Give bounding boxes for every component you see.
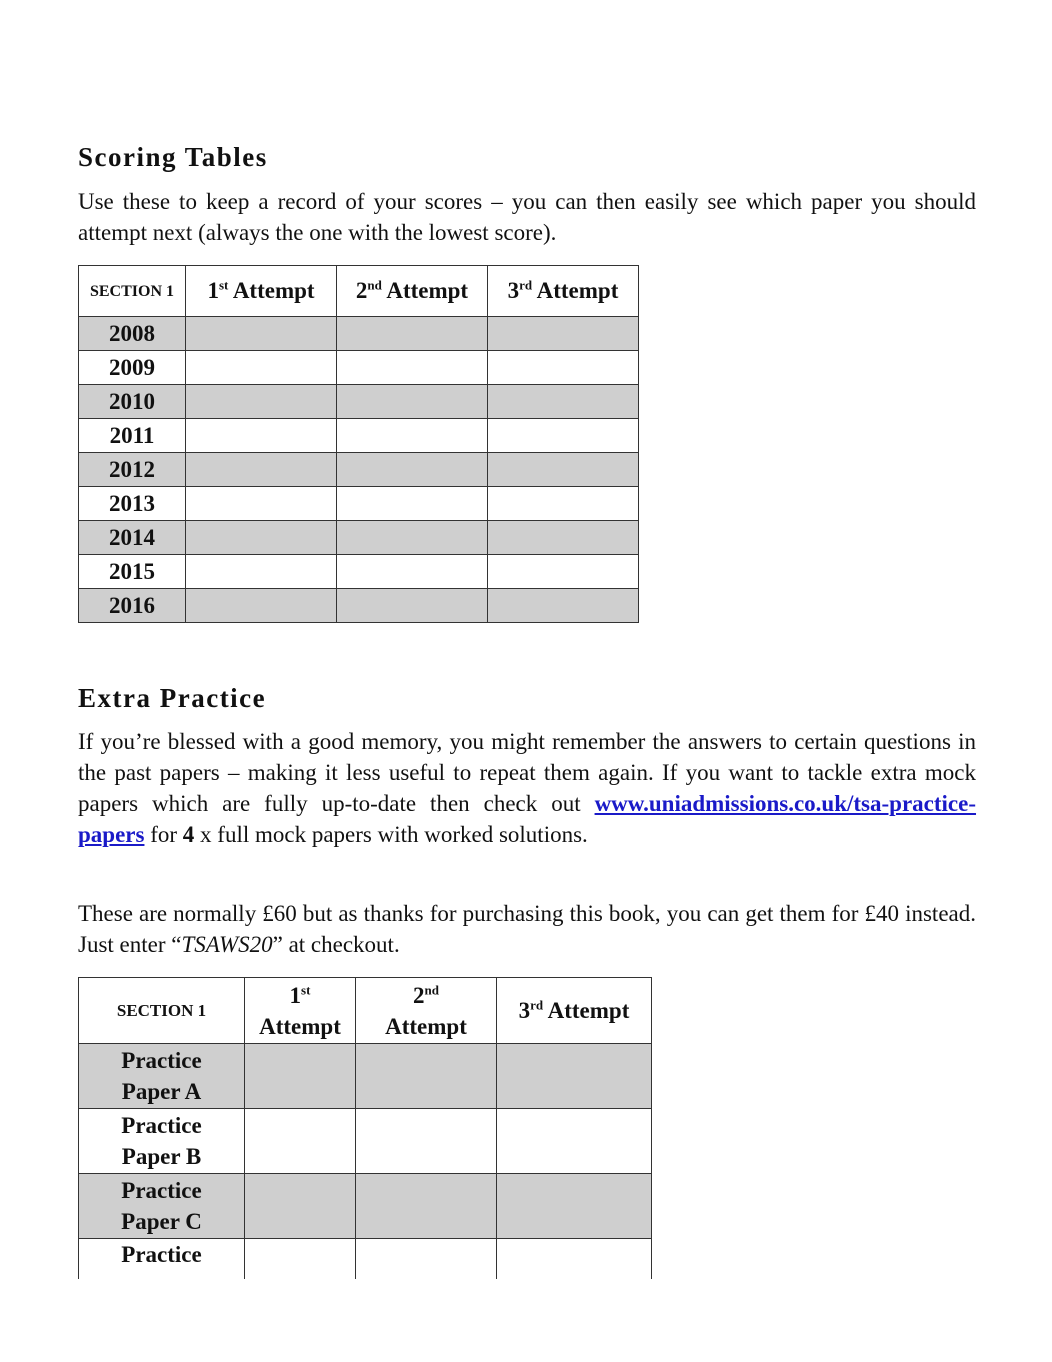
table-row — [79, 487, 639, 521]
score-cell[interactable] — [497, 1174, 652, 1239]
score-cell[interactable] — [186, 453, 337, 487]
score-cell[interactable] — [337, 419, 488, 453]
score-cell[interactable] — [337, 487, 488, 521]
score-cell[interactable] — [356, 1109, 497, 1174]
table-row — [79, 589, 639, 623]
score-cell[interactable] — [488, 521, 639, 555]
table-corner-label: SECTION 1 — [79, 978, 245, 1044]
row-year: 2010 — [79, 385, 186, 419]
score-cell[interactable] — [488, 351, 639, 385]
score-cell[interactable] — [356, 1044, 497, 1109]
table-row — [79, 1239, 652, 1280]
score-cell[interactable] — [337, 555, 488, 589]
row-year: 2015 — [79, 555, 186, 589]
scoring-table-section1 — [78, 265, 639, 623]
row-practice-paper: Practice Paper A — [79, 1044, 245, 1109]
practice-papers-link[interactable]: www.uniadmissions.co.uk/tsa-practice-papers — [78, 791, 977, 847]
table-row — [79, 521, 639, 555]
col-2nd-attempt: 2nd Attempt — [356, 978, 497, 1044]
row-practice-paper: Practice Paper B — [79, 1109, 245, 1174]
col-1st-attempt: 1st Attempt — [245, 978, 356, 1044]
row-year: 2016 — [79, 589, 186, 623]
score-cell[interactable] — [245, 1174, 356, 1239]
row-year: 2011 — [79, 419, 186, 453]
row-year: 2014 — [79, 521, 186, 555]
col-3rd-attempt: 3rd Attempt — [497, 978, 652, 1044]
score-cell[interactable] — [356, 1239, 497, 1280]
col-1st-attempt: 1st Attempt — [186, 266, 337, 317]
practice-papers-table — [78, 977, 652, 1279]
score-cell[interactable] — [488, 385, 639, 419]
scoring-tables-heading: Scoring Tables — [78, 142, 268, 172]
score-cell[interactable] — [186, 555, 337, 589]
score-cell[interactable] — [497, 1044, 652, 1109]
score-cell[interactable] — [337, 521, 488, 555]
row-practice-paper: Practice — [79, 1239, 245, 1280]
score-cell[interactable] — [186, 317, 337, 351]
score-cell[interactable] — [245, 1109, 356, 1174]
extra-practice-paragraph: If you’re blessed with a good memory, you might remember the answers to certain questions in the past papers – making it less useful to repeat them again. If you want to tackle extra mock papers which are fully up-to-date then check out www.uniadmissions.co.uk/tsa-practice-papers for 4 x full mock papers with worked solutions. — [78, 729, 977, 847]
scoring-intro: Use these to keep a record of your scores – you can then easily see which paper you should attempt next (always the one with the lowest score). — [78, 189, 976, 245]
table-row — [79, 419, 639, 453]
score-cell[interactable] — [488, 419, 639, 453]
score-cell[interactable] — [337, 589, 488, 623]
score-cell[interactable] — [497, 1109, 652, 1174]
table-row — [79, 1174, 652, 1239]
row-year: 2008 — [79, 317, 186, 351]
table-row — [79, 385, 639, 419]
score-cell[interactable] — [337, 351, 488, 385]
discount-code: TSAWS20 — [181, 932, 273, 957]
table-corner-label: SECTION 1 — [79, 266, 186, 317]
row-practice-paper: Practice Paper C — [79, 1174, 245, 1239]
score-cell[interactable] — [488, 555, 639, 589]
score-cell[interactable] — [337, 453, 488, 487]
table-row — [79, 1044, 652, 1109]
table-row — [79, 351, 639, 385]
score-cell[interactable] — [488, 453, 639, 487]
score-cell[interactable] — [186, 487, 337, 521]
col-3rd-attempt: 3rd Attempt — [488, 266, 639, 317]
score-cell[interactable] — [337, 317, 488, 351]
score-cell[interactable] — [245, 1044, 356, 1109]
table-row — [79, 317, 639, 351]
score-cell[interactable] — [497, 1239, 652, 1280]
score-cell[interactable] — [337, 385, 488, 419]
table-row — [79, 453, 639, 487]
score-cell[interactable] — [356, 1174, 497, 1239]
score-cell[interactable] — [488, 317, 639, 351]
score-cell[interactable] — [186, 589, 337, 623]
table-row — [79, 1109, 652, 1174]
table-row — [79, 555, 639, 589]
score-cell[interactable] — [186, 419, 337, 453]
col-2nd-attempt: 2nd Attempt — [337, 266, 488, 317]
extra-practice-heading: Extra Practice — [78, 683, 267, 713]
score-cell[interactable] — [186, 521, 337, 555]
score-cell[interactable] — [186, 351, 337, 385]
discount-paragraph: These are normally £60 but as thanks for purchasing this book, you can get them for £40 instead. Just enter “TSAWS20” at checkout. — [78, 901, 976, 957]
score-cell[interactable] — [488, 487, 639, 521]
score-cell[interactable] — [245, 1239, 356, 1280]
score-cell[interactable] — [186, 385, 337, 419]
score-cell[interactable] — [488, 589, 639, 623]
row-year: 2012 — [79, 453, 186, 487]
row-year: 2013 — [79, 487, 186, 521]
row-year: 2009 — [79, 351, 186, 385]
